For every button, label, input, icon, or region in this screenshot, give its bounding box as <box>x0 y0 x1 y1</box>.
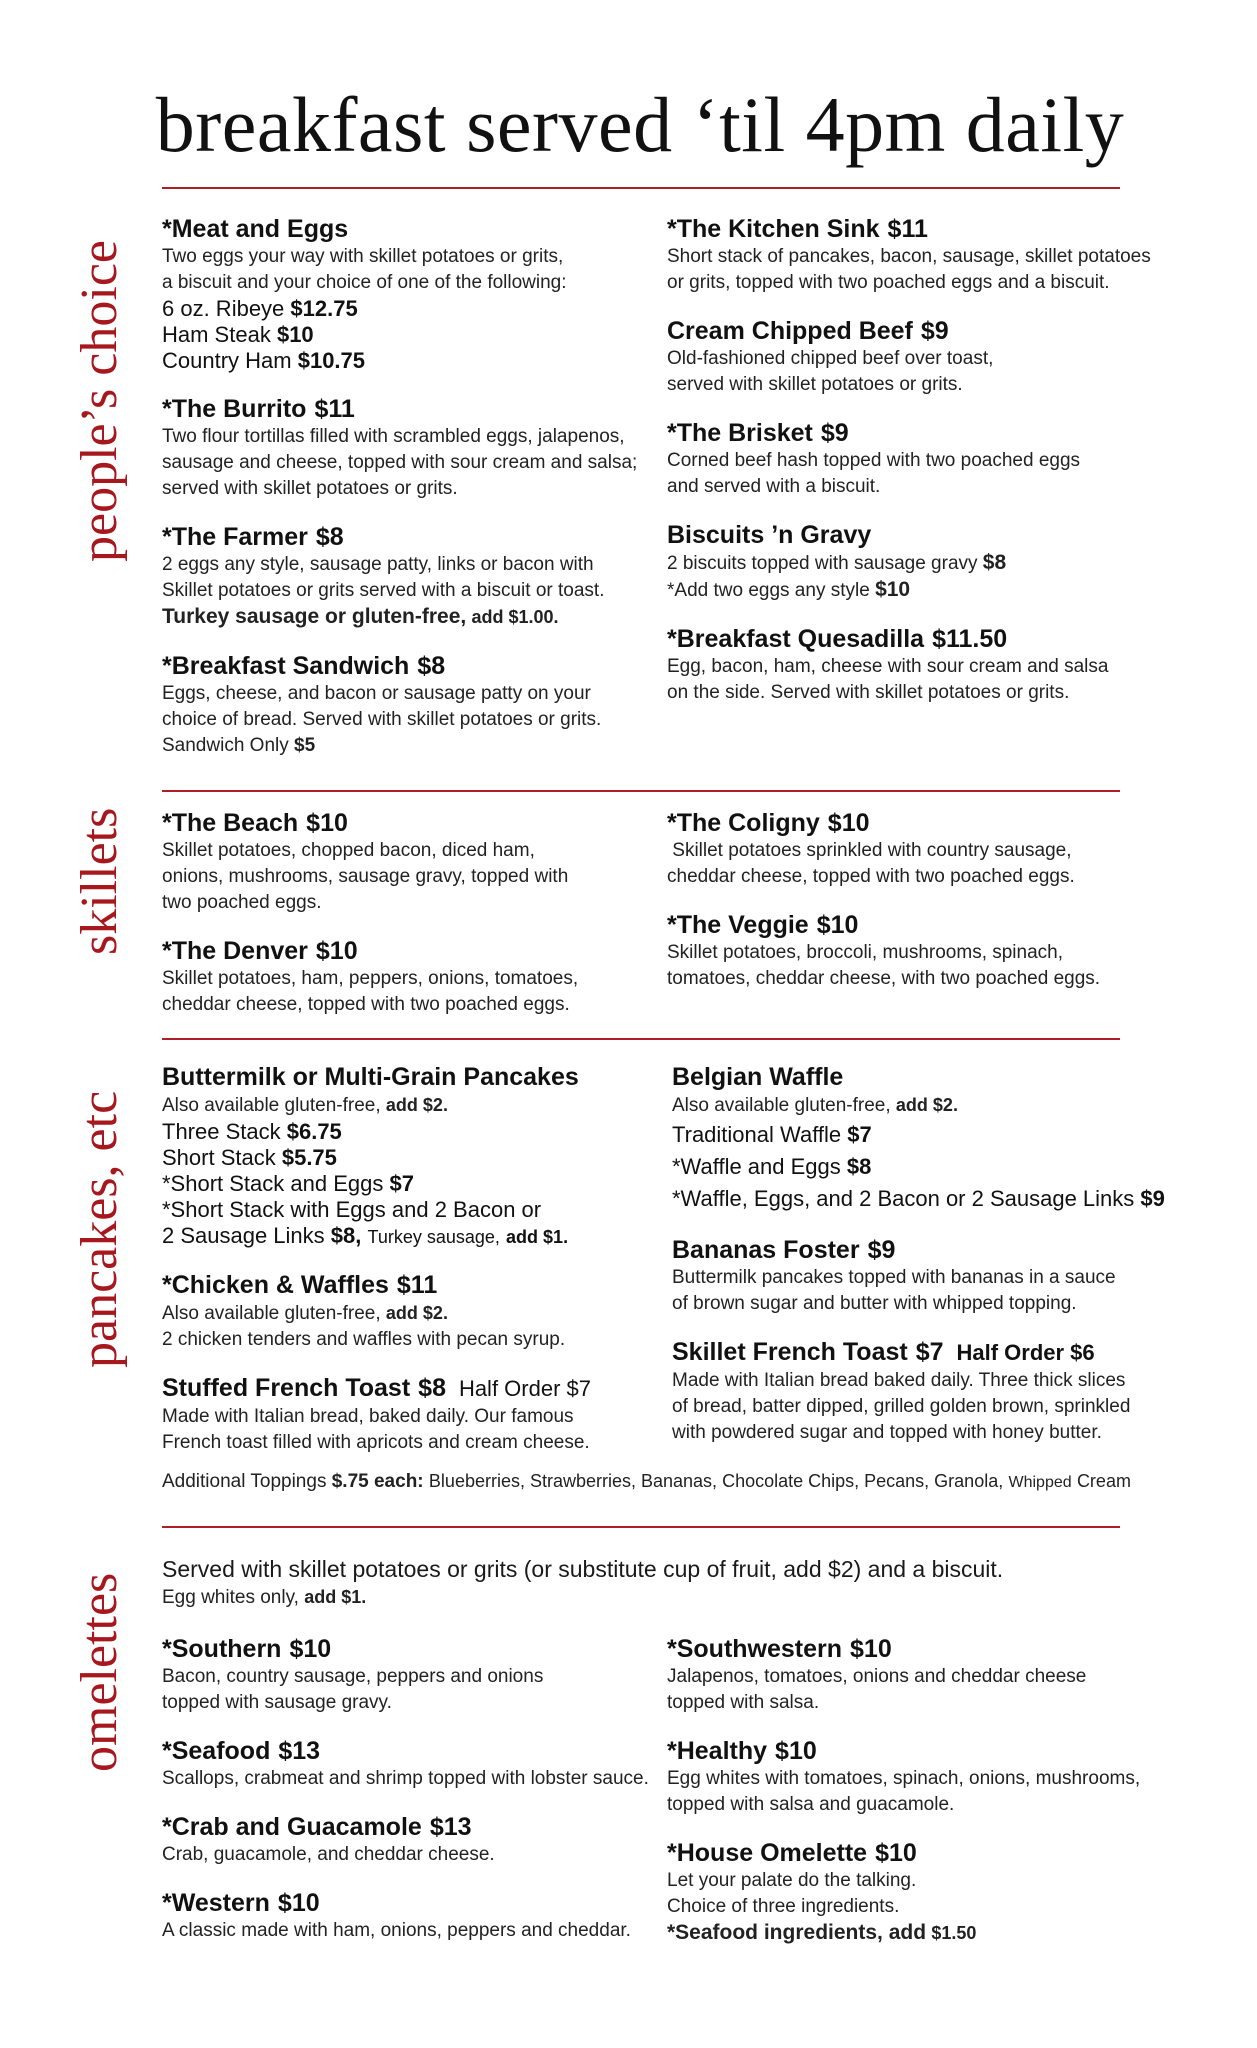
item-price: $8 <box>315 523 344 551</box>
option-line: *Short Stack with Eggs and 2 Bacon or <box>162 1197 542 1222</box>
item-desc: Short stack of pancakes, bacon, sausage, skillet potatoes <box>667 246 1151 267</box>
item-price: $7 <box>915 1338 944 1366</box>
item-price: $9 <box>867 1236 896 1264</box>
item-name: Bananas Foster <box>672 1236 860 1264</box>
half-order: Half Order $6 <box>956 1340 1095 1365</box>
item-price: $10 <box>850 1635 892 1663</box>
pancakes-right-column <box>672 1062 1172 1466</box>
item-price: $10 <box>315 937 358 965</box>
item-desc: French toast filled with apricots and cream cheese. <box>162 1432 590 1453</box>
omelettes-left-column <box>162 1634 657 1964</box>
menu-item-the-beach <box>162 808 652 916</box>
item-desc: choice of bread. Served with skillet potatoes or grits. <box>162 709 602 730</box>
item-desc: Buttermilk pancakes topped with bananas in a sauce <box>672 1267 1116 1288</box>
additional-toppings: Additional Toppings $.75 each: Blueberries, Strawberries, Bananas, Chocolate Chips, Pecans, Granola, Whipped Cream <box>162 1471 1131 1492</box>
pancakes-left-column <box>162 1062 657 1476</box>
item-desc: Two eggs your way with skillet potatoes or grits, <box>162 246 564 267</box>
item-desc: Made with Italian bread baked daily. Three thick slices <box>672 1370 1126 1391</box>
option-line: Three Stack $6.75 <box>162 1119 342 1144</box>
item-desc: Bacon, country sausage, peppers and onions <box>162 1666 544 1687</box>
item-desc: 2 biscuits topped with sausage gravy $8 <box>667 551 1007 574</box>
item-name: *Healthy <box>667 1737 768 1765</box>
item-desc: Old-fashioned chipped beef over toast, <box>667 348 994 369</box>
item-desc: Scallops, crabmeat and shrimp topped with lobster sauce. <box>162 1768 649 1789</box>
item-desc: served with skillet potatoes or grits. <box>162 478 458 499</box>
section-label-pancakes: pancakes, etc <box>71 1090 128 1368</box>
item-desc: Egg, bacon, ham, cheese with sour cream and salsa <box>667 656 1109 677</box>
item-price: $10 <box>827 809 870 837</box>
item-name: *The Brisket <box>667 419 813 447</box>
option-line: Ham Steak $10 <box>162 322 314 347</box>
menu-item-healthy <box>667 1736 1167 1818</box>
item-desc: Egg whites with tomatoes, spinach, onions, mushrooms, <box>667 1768 1141 1789</box>
half-order: Half Order $7 <box>458 1376 591 1401</box>
menu-item-the-burrito <box>162 394 652 502</box>
section-divider <box>162 1526 1120 1528</box>
peoples-choice-left-column <box>162 214 652 779</box>
peoples-choice-right-column <box>667 214 1167 726</box>
item-desc: Skillet potatoes sprinkled with country sausage, <box>667 840 1072 861</box>
omelettes-right-column <box>667 1634 1167 1967</box>
item-price: $8 <box>417 652 446 680</box>
item-desc: with powdered sugar and topped with honey butter. <box>672 1422 1102 1443</box>
item-desc: Sandwich Only $5 <box>162 735 316 756</box>
item-price: $13 <box>278 1737 321 1765</box>
menu-item-bananas-foster <box>672 1235 1172 1317</box>
section-divider <box>162 790 1120 792</box>
item-name: *House Omelette <box>667 1839 868 1867</box>
item-desc: cheddar cheese, topped with two poached eggs. <box>162 994 570 1015</box>
item-name: *The Farmer <box>162 523 308 551</box>
skillets-left-column <box>162 808 652 1038</box>
menu-item-western <box>162 1888 657 1944</box>
item-name: Belgian Waffle <box>672 1063 844 1091</box>
item-name: Buttermilk or Multi-Grain Pancakes <box>162 1063 579 1091</box>
item-name: *Southwestern <box>667 1635 843 1663</box>
option-line: Traditional Waffle $7 <box>672 1122 872 1147</box>
item-desc: served with skillet potatoes or grits. <box>667 374 963 395</box>
item-name: *Seafood <box>162 1737 271 1765</box>
item-desc: two poached eggs. <box>162 892 322 913</box>
item-desc: a biscuit and your choice of one of the following: <box>162 272 567 293</box>
item-desc: topped with salsa. <box>667 1692 820 1713</box>
menu-item-house-omelette <box>667 1838 1167 1947</box>
section-divider <box>162 1038 1120 1040</box>
item-price: $10 <box>289 1635 332 1663</box>
item-desc: Also available gluten-free, add $2. <box>162 1095 448 1116</box>
option-line: *Waffle, Eggs, and 2 Bacon or 2 Sausage Links $9 <box>672 1186 1165 1211</box>
menu-item-stuffed-french-toast <box>162 1373 657 1456</box>
item-desc: Crab, guacamole, and cheddar cheese. <box>162 1844 495 1865</box>
menu-item-the-veggie <box>667 910 1167 992</box>
egg-whites-note: Egg whites only, add $1. <box>162 1587 367 1608</box>
item-price: $11.50 <box>932 625 1008 653</box>
item-name: Cream Chipped Beef <box>667 317 913 345</box>
item-price: $10 <box>875 1839 917 1867</box>
item-desc: Two flour tortillas filled with scrambled eggs, jalapenos, <box>162 426 625 447</box>
menu-item-pancakes <box>162 1062 657 1250</box>
page-title: breakfast served ‘til 4pm daily <box>155 81 1125 168</box>
item-name: *The Veggie <box>667 911 809 939</box>
menu-item-cream-chipped-beef <box>667 316 1167 398</box>
item-desc: Jalapenos, tomatoes, onions and cheddar cheese <box>667 1666 1087 1687</box>
item-price: $9 <box>920 317 949 345</box>
item-desc: sausage and cheese, topped with sour cream and salsa; <box>162 452 638 473</box>
item-desc: 2 eggs any style, sausage patty, links or bacon with <box>162 554 594 575</box>
item-desc: Skillet potatoes, chopped bacon, diced ham, <box>162 840 535 861</box>
item-name: *The Denver <box>162 937 308 965</box>
item-price: $9 <box>820 419 849 447</box>
menu-item-chicken-and-waffles <box>162 1270 657 1353</box>
item-desc: Let your palate do the talking. <box>667 1870 917 1891</box>
menu-item-skillet-french-toast <box>672 1337 1172 1446</box>
section-label-omelettes: omelettes <box>71 1572 128 1772</box>
item-price: $10 <box>816 911 859 939</box>
menu-item-breakfast-quesadilla <box>667 624 1167 706</box>
menu-item-the-denver <box>162 936 652 1018</box>
item-desc: onions, mushrooms, sausage gravy, topped with <box>162 866 569 887</box>
option-line: 6 oz. Ribeye $12.75 <box>162 296 358 321</box>
item-desc: Corned beef hash topped with two poached eggs <box>667 450 1081 471</box>
option-line: *Short Stack and Eggs $7 <box>162 1171 414 1196</box>
menu-item-seafood <box>162 1736 657 1792</box>
item-name: Biscuits ’n Gravy <box>667 521 872 549</box>
item-price: $13 <box>429 1813 472 1841</box>
item-desc: 2 chicken tenders and waffles with pecan syrup. <box>162 1329 566 1350</box>
item-name: *Western <box>162 1889 270 1917</box>
item-desc: A classic made with ham, onions, peppers and cheddar. <box>162 1920 631 1941</box>
item-desc: *Seafood ingredients, add $1.50 <box>667 1921 977 1944</box>
title-divider <box>162 187 1120 189</box>
item-price: $8 <box>418 1374 446 1402</box>
item-price: $10 <box>306 809 348 837</box>
omelettes-intro <box>162 1554 1162 1611</box>
menu-item-meat-and-eggs <box>162 214 652 374</box>
menu-item-crab-and-guacamole <box>162 1812 657 1868</box>
item-name: *Breakfast Sandwich <box>162 652 410 680</box>
item-price: $11 <box>396 1271 438 1299</box>
menu-item-southern <box>162 1634 657 1716</box>
item-desc: cheddar cheese, topped with two poached eggs. <box>667 866 1075 887</box>
menu-item-southwestern <box>667 1634 1167 1716</box>
item-price: $11 <box>887 215 928 243</box>
item-desc: *Add two eggs any style $10 <box>667 578 911 601</box>
item-desc: or grits, topped with two poached eggs and a biscuit. <box>667 272 1110 293</box>
option-line: Country Ham $10.75 <box>162 348 366 373</box>
item-name: *Breakfast Quesadilla <box>667 625 925 653</box>
item-name: *The Beach <box>162 809 299 837</box>
item-price: $10 <box>277 1889 320 1917</box>
menu-item-breakfast-sandwich <box>162 651 652 759</box>
item-name: *Chicken & Waffles <box>162 1271 389 1299</box>
item-desc: Eggs, cheese, and bacon or sausage patty on your <box>162 683 591 704</box>
item-desc: tomatoes, cheddar cheese, with two poached eggs. <box>667 968 1101 989</box>
item-desc: Also available gluten-free, add $2. <box>162 1303 448 1324</box>
item-name: *The Burrito <box>162 395 307 423</box>
menu-item-the-coligny <box>667 808 1167 890</box>
menu-item-biscuits-n-gravy <box>667 520 1167 604</box>
menu-item-kitchen-sink <box>667 214 1167 296</box>
item-desc: Skillet potatoes or grits served with a biscuit or toast. <box>162 580 605 601</box>
item-desc: Made with Italian bread, baked daily. Our famous <box>162 1406 574 1427</box>
skillets-right-column <box>667 808 1167 1012</box>
option-line: 2 Sausage Links $8, Turkey sausage, add $1. <box>162 1223 569 1248</box>
item-name: *Crab and Guacamole <box>162 1813 422 1841</box>
item-price: $11 <box>314 395 355 423</box>
option-line: Short Stack $5.75 <box>162 1145 337 1170</box>
item-desc: on the side. Served with skillet potatoes or grits. <box>667 682 1070 703</box>
omelettes-intro-text: Served with skillet potatoes or grits (or substitute cup of fruit, add $2) and a biscuit. <box>162 1556 1004 1582</box>
item-desc: Turkey sausage or gluten-free, add $1.00. <box>162 605 559 628</box>
section-label-peoples-choice: people’s choice <box>71 240 128 562</box>
menu-item-the-farmer <box>162 522 652 631</box>
item-name: Stuffed French Toast <box>162 1374 411 1402</box>
item-desc: topped with salsa and guacamole. <box>667 1794 955 1815</box>
item-name: *The Coligny <box>667 809 820 837</box>
item-desc: and served with a biscuit. <box>667 476 881 497</box>
item-desc: topped with sausage gravy. <box>162 1692 392 1713</box>
item-desc: Choice of three ingredients. <box>667 1896 900 1917</box>
item-desc: Also available gluten-free, add $2. <box>672 1095 958 1116</box>
item-name: *Meat and Eggs <box>162 215 349 243</box>
option-line: *Waffle and Eggs $8 <box>672 1154 872 1179</box>
item-desc: of brown sugar and butter with whipped topping. <box>672 1293 1077 1314</box>
menu-item-the-brisket <box>667 418 1167 500</box>
menu-item-belgian-waffle <box>672 1062 1172 1215</box>
item-name: *The Kitchen Sink <box>667 215 880 243</box>
item-name: Skillet French Toast <box>672 1338 908 1366</box>
item-desc: Skillet potatoes, broccoli, mushrooms, spinach, <box>667 942 1064 963</box>
item-desc: of bread, batter dipped, grilled golden brown, sprinkled <box>672 1396 1131 1417</box>
item-price: $10 <box>775 1737 817 1765</box>
item-desc: Skillet potatoes, ham, peppers, onions, tomatoes, <box>162 968 579 989</box>
item-name: *Southern <box>162 1635 282 1663</box>
section-label-skillets: skillets <box>71 807 128 955</box>
